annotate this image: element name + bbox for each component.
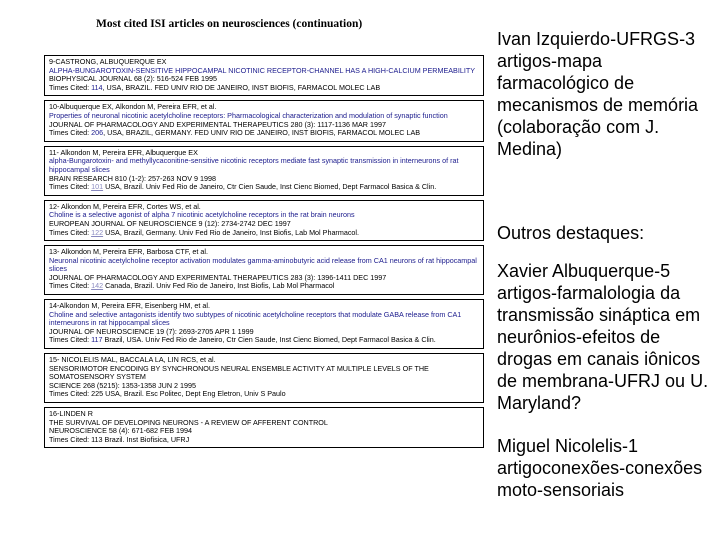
- citation-entry: [44, 200, 484, 241]
- affiliation: USA, Brazil, Germany. Univ Fed Rio de Janeiro, Inst Biofis, Lab Mol Pharmacol.: [103, 227, 359, 237]
- citation-journal: EUROPEAN JOURNAL OF NEUROSCIENCE 9 (12): 2734-2742 DEC 1997: [49, 218, 291, 228]
- times-cited-label: Times Cited:: [49, 182, 92, 192]
- citation-plain: SENSORIMOTOR ENCODING BY SYNCHRONOUS NEURAL ENSEMBLE ACTIVITY AT MULTIPLE LEVELS OF THE SOMATOSENSORY SYSTEM: [49, 363, 429, 382]
- citation-entry: [44, 245, 484, 295]
- citation-author: 11- Alkondon M, Pereira EFR, Albuquerque EX: [49, 147, 198, 157]
- times-cited-label: Times Cited:: [49, 335, 92, 345]
- times-cited-count: 225: [91, 389, 104, 399]
- citation-title: Properties of neuronal nicotinic acetylcholine receptors: Pharmacological characterization and modulation of synaptic function: [49, 110, 448, 120]
- note-izquierdo: Ivan Izquierdo-UFRGS-3 artigos-mapa farmacológico de mecanismos de memória (colaboração com J. Medina): [497, 29, 699, 159]
- times-cited-count[interactable]: 142: [91, 281, 104, 291]
- citation-journal: JOURNAL OF NEUROSCIENCE 19 (7): 2693-2705 APR 1 1999: [49, 326, 254, 336]
- citation-title: Choline is a selective agonist of alpha 7 nicotinic acetylcholine receptors in the rat brain neurons: [49, 210, 355, 220]
- note-nicolelis: Miguel Nicolelis-1 artigoconexões-conexões moto-sensoriais: [497, 436, 703, 500]
- times-cited: [49, 436, 479, 445]
- affiliation: Canada, Brazil. Univ Fed Rio de Janeiro, Inst Biofis, Lab Mol Pharmacol: [103, 281, 335, 291]
- citation-entry: [44, 407, 484, 448]
- citation-entry: [44, 146, 484, 196]
- times-cited: [49, 282, 479, 291]
- affiliation: , USA, BRAZIL, GERMANY. FED UNIV RIO DE JANEIRO, INST BIOFIS, FARMACOL MOLEC LAB: [103, 128, 421, 138]
- times-cited: [49, 229, 479, 238]
- citation-journal: SCIENCE 268 (5215): 1353-1358 JUN 2 1995: [49, 380, 197, 390]
- citation-author: 16-LINDEN R: [49, 409, 93, 418]
- citation-author: 12- Alkondon M, Pereira EFR, Cortes WS, et al.: [49, 201, 201, 211]
- citation-journal: JOURNAL OF PHARMACOLOGY AND EXPERIMENTAL THERAPEUTICS 280 (3): 1117-1136 MAR 1997: [49, 119, 386, 129]
- times-cited-count: 117: [91, 335, 103, 345]
- citation-journal: BIOPHYSICAL JOURNAL 68 (2): 516-524 FEB 1995: [49, 74, 218, 84]
- times-cited: [49, 129, 479, 138]
- affiliation: USA, Brazil. Esc Politec, Dept Eng Eletron, Univ S Paulo: [103, 389, 286, 399]
- citation-journal: BRAIN RESEARCH 810 (1-2): 257-263 NOV 9 1998: [49, 173, 216, 183]
- citation-title: Choline and selective antagonists identify two subtypes of nicotinic acetylcholine receptors that modulate GABA release from CA1 interneurons in rat hippocampal slices: [49, 309, 462, 328]
- citation-author: 10-Albuquerque EX, Alkondon M, Pereira EFR, et al.: [49, 102, 217, 112]
- times-cited-count: 114: [91, 82, 103, 92]
- citation-entry: [44, 353, 484, 403]
- citation-author: 9-CASTRONG, ALBUQUERQUE EX: [49, 57, 167, 66]
- times-cited-count: 206: [91, 128, 104, 138]
- times-cited: [49, 336, 479, 345]
- citation-entry: [44, 100, 484, 141]
- citation-plain: THE SURVIVAL OF DEVELOPING NEURONS - A REVIEW OF AFFERENT CONTROL: [49, 417, 328, 427]
- citation-title: ALPHA-BUNGAROTOXIN-SENSITIVE HIPPOCAMPAL NICOTINIC RECEPTOR-CHANNEL HAS A HIGH-CALCIUM PERMEABILITY: [49, 65, 475, 75]
- citation-entry: [44, 299, 484, 349]
- citation-journal: JOURNAL OF PHARMACOLOGY AND EXPERIMENTAL THERAPEUTICS 283 (3): 1396-1411 DEC 1997: [49, 272, 387, 282]
- citation-author: 15- NICOLELIS MAL, BACCALA LA, LIN RCS, et al.: [49, 355, 216, 365]
- note-albuquerque: Xavier Albuquerque-5 artigos-farmalologia da transmissão sináptica em neurônios-efeitos de drogas em canais iônicos de membrana-UFRJ ou U. Maryland?: [497, 261, 709, 413]
- citation-entry: [44, 55, 484, 96]
- note-highlights-heading: Outros destaques:: [497, 223, 645, 243]
- times-cited: [49, 183, 479, 192]
- times-cited-count[interactable]: 122: [91, 227, 104, 237]
- times-cited-label: Times Cited:: [49, 82, 92, 92]
- affiliation: , USA, BRAZIL. FED UNIV RIO DE JANEIRO, INST BIOFIS, FARMACOL MOLEC LAB: [102, 82, 381, 92]
- affiliation: USA, Brazil. Univ Fed Rio de Janeiro, Ctr Cien Saude, Inst Cienc Biomed, Dept Farmacol Basica & Clin.: [103, 182, 437, 192]
- citation-title: alpha-Bungarotoxin- and methyllycaconitine-sensitive nicotinic receptors mediate fast synaptic transmission in interneurons of rat hippocampal slices: [49, 156, 459, 174]
- citation-author: 13- Alkondon M, Pereira EFR, Barbosa CTF, et al.: [49, 247, 208, 257]
- times-cited-label: Times Cited:: [49, 227, 92, 237]
- times-cited-count[interactable]: 101: [91, 182, 104, 192]
- times-cited-label: Times Cited:: [49, 128, 92, 138]
- times-cited-label: Times Cited:: [49, 281, 92, 291]
- citation-title: Neuronal nicotinic acetylcholine receptor activation modulates gamma-aminobutyric acid release from CA1 neurons of rat hippocampal slices: [49, 255, 477, 274]
- affiliation: Brazil. Inst Biofisica, UFRJ: [102, 434, 190, 444]
- times-cited-count: 113: [91, 434, 103, 444]
- list-heading: Most cited ISI articles on neurosciences (continuation): [96, 18, 363, 30]
- citation-list: [44, 55, 484, 452]
- citation-journal: NEUROSCIENCE 58 (4): 671-682 FEB 1994: [49, 426, 193, 436]
- times-cited-label: Times Cited:: [49, 389, 92, 399]
- affiliation: Brazil, USA. Univ Fed Rio de Janeiro, Ctr Cien Saude, Inst Cienc Biomed, Dept Farmacol Basica & Clin.: [102, 335, 436, 345]
- times-cited: [49, 390, 479, 399]
- times-cited: [49, 84, 479, 93]
- citation-author: 14-Alkondon M, Pereira EFR, Eisenberg HM, et al.: [49, 301, 210, 311]
- times-cited-label: Times Cited:: [49, 434, 92, 444]
